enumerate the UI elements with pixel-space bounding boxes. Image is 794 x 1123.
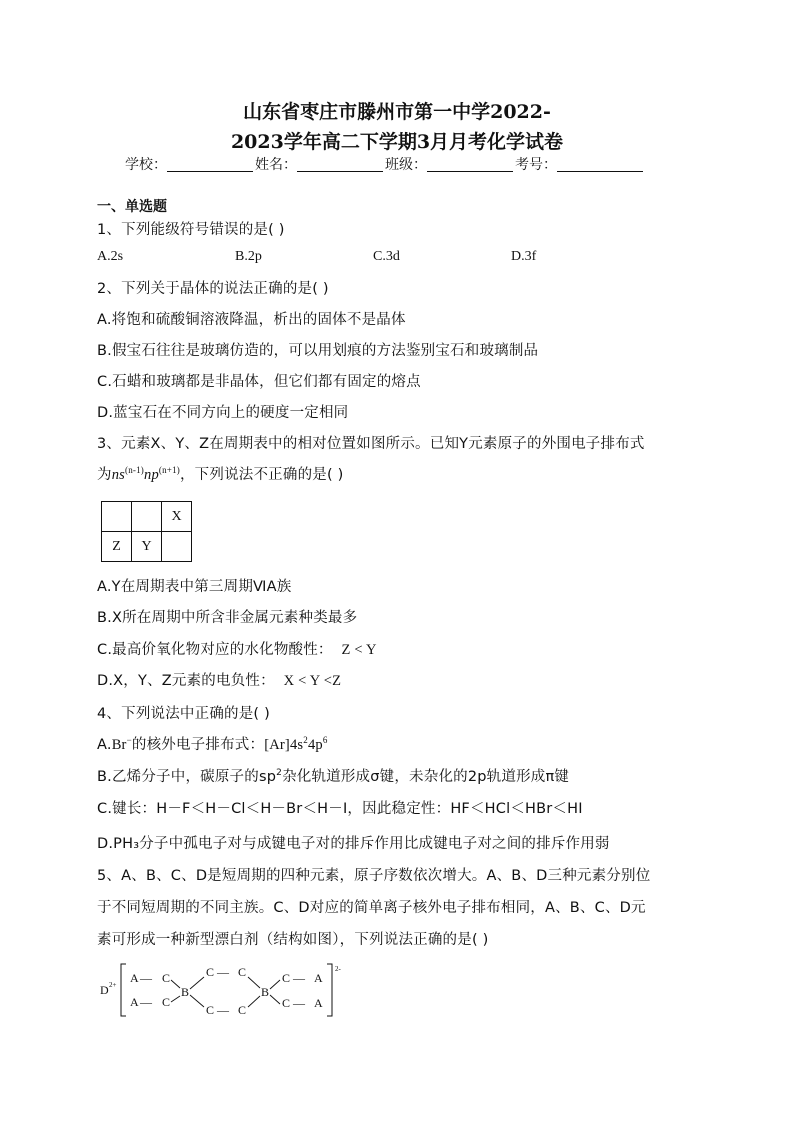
q2-option-c: C.石蜡和玻璃都是非晶体，但它们都有固定的熔点 — [97, 374, 421, 390]
q3-np-sup: (n+1) — [158, 465, 180, 475]
q3-ns-sup: (n-1) — [125, 465, 144, 475]
q4-a-config2: 4p — [307, 737, 323, 753]
bond: — — [217, 965, 229, 979]
exam-number-blank[interactable] — [557, 157, 643, 172]
bond-line — [190, 995, 204, 1007]
bond: — — [293, 971, 305, 985]
q2-option-a: A.将饱和硫酸铜溶液降温，析出的固体不是晶体 — [97, 312, 406, 328]
atom-c: C — [206, 965, 215, 979]
name-blank[interactable] — [297, 157, 383, 172]
q4-a-mid: 的核外电子排布式： — [131, 737, 265, 753]
atom-a: A — [314, 971, 323, 985]
bond-line — [248, 977, 260, 988]
q3-option-d-formula: X < Y <Z — [283, 673, 342, 689]
atom-a: A — [314, 996, 323, 1010]
atom-c: C — [206, 1003, 215, 1017]
q4-option-a — [97, 733, 328, 754]
q1-option-d: D.3f — [511, 249, 537, 264]
q4-option-b — [97, 765, 569, 786]
bond-line — [171, 980, 180, 988]
q5-stem-line1: 5、A、B、C、D是短周期的四种元素，原子序数依次增大。A、B、D三种元素分别位 — [97, 868, 651, 884]
q4-option-d: D.PH₃分子中孤电子对与成键电子对的排斥作用比成键电子对之间的排斥作用弱 — [97, 836, 610, 852]
school-blank[interactable] — [167, 157, 253, 172]
atom-c: C — [238, 965, 247, 979]
bond: — — [140, 995, 152, 1009]
atom-c: C — [282, 971, 291, 985]
cation-d: D — [100, 983, 109, 997]
grid-cell — [162, 532, 192, 562]
name-label: 姓名： — [255, 157, 297, 173]
exam-number-label: 考号： — [515, 157, 557, 173]
bleach-structure-diagram — [96, 960, 356, 1024]
q4-a-ion: Br — [111, 737, 127, 753]
q3-option-d-text: D.X，Y、Z元素的电负性： — [97, 673, 275, 689]
class-blank[interactable] — [427, 157, 513, 172]
q1-option-b: B.2p — [235, 249, 262, 264]
student-info-row — [125, 154, 645, 174]
anion-charge: 2- — [335, 965, 341, 973]
grid-cell — [102, 502, 132, 532]
right-bracket — [327, 964, 332, 1016]
grid-cell-x: X — [162, 502, 192, 532]
atom-c: C — [162, 995, 171, 1009]
q4-b-rest: 杂化轨道形成σ键，未杂化的2p轨道形成π键 — [282, 769, 570, 785]
q2-option-b: B.假宝石往往是玻璃仿造的，可以用划痕的方法鉴别宝石和玻璃制品 — [97, 343, 539, 359]
bond-line — [270, 980, 280, 989]
exam-title-line2: 2023学年高二下学期3月月考化学试卷 — [230, 131, 564, 153]
q3-stem-suffix: ，下列说法不正确的是( ) — [179, 467, 344, 483]
q3-option-a: A.Y在周期表中第三周期ⅥA族 — [97, 579, 292, 595]
bond: — — [217, 1003, 229, 1017]
grid-cell — [132, 502, 162, 532]
atom-c: C — [282, 996, 291, 1010]
q3-option-c-text: C.最高价氧化物对应的水化物酸性： — [97, 642, 333, 658]
bond-line — [171, 996, 180, 1002]
atom-a: A — [130, 971, 139, 985]
q5-stem-line3: 素可形成一种新型漂白剂（结构如图），下列说法正确的是( ) — [97, 932, 489, 948]
atom-c: C — [238, 1003, 247, 1017]
q3-stem-prefix: 为 — [97, 467, 112, 483]
section-heading: 一、单选题 — [97, 199, 167, 215]
q1-option-c: C.3d — [373, 249, 400, 264]
q1-option-a: A.2s — [97, 249, 124, 264]
q2-stem: 2、下列关于晶体的说法正确的是( ) — [97, 281, 329, 297]
periodic-position-grid — [101, 501, 192, 562]
q4-a-sup1: 2 — [303, 735, 308, 745]
q5-stem-line2: 于不同短周期的不同主族。C、D对应的简单离子核外电子排布相同，A、B、C、D元 — [97, 900, 646, 916]
q4-a-sup2: 6 — [322, 735, 328, 745]
q1-stem: 1、下列能级符号错误的是( ) — [97, 222, 285, 238]
bond: — — [293, 996, 305, 1010]
grid-cell-y: Y — [132, 532, 162, 562]
q4-a-config: [Ar]4s — [264, 737, 304, 753]
q4-b-prefix: B.乙烯分子中，碳原子的sp — [97, 769, 277, 785]
exam-title-line1: 山东省枣庄市滕州市第一中学2022- — [243, 101, 551, 123]
atom-b: B — [181, 985, 190, 999]
q3-option-d — [97, 669, 341, 690]
bond: — — [140, 971, 152, 985]
cation-charge: 2+ — [109, 981, 117, 989]
q2-option-d: D.蓝宝石在不同方向上的硬度一定相同 — [97, 405, 349, 421]
atom-a: A — [130, 995, 139, 1009]
bond-line — [190, 977, 204, 989]
q3-ns: ns — [111, 467, 125, 483]
class-label: 班级： — [385, 157, 427, 173]
atom-c: C — [162, 971, 171, 985]
grid-cell-z: Z — [102, 532, 132, 562]
left-bracket — [121, 964, 126, 1016]
q3-option-c-formula: Z < Y — [341, 642, 377, 658]
q3-stem-line1: 3、元素X、Y、Z在周期表中的相对位置如图所示。已知Y元素原子的外围电子排布式 — [97, 436, 645, 452]
bond-line — [270, 995, 280, 1004]
q4-b-sup: 2 — [276, 768, 283, 778]
bond-line — [248, 996, 260, 1007]
q4-stem: 4、下列说法中正确的是( ) — [97, 706, 270, 722]
school-label: 学校： — [125, 157, 167, 173]
q3-option-c — [97, 638, 377, 659]
q3-option-b: B.X所在周期中所含非金属元素种类最多 — [97, 610, 358, 626]
q4-a-prefix: A. — [97, 737, 112, 753]
q4-option-c: C.键长：H－F＜H－Cl＜H－Br＜H－I，因此稳定性：HF＜HCl＜HBr＜HI — [97, 801, 583, 817]
q3-stem-line2 — [97, 463, 344, 484]
atom-b: B — [261, 985, 270, 999]
q4-a-ion-charge: − — [126, 735, 132, 745]
q3-np: np — [144, 467, 159, 483]
